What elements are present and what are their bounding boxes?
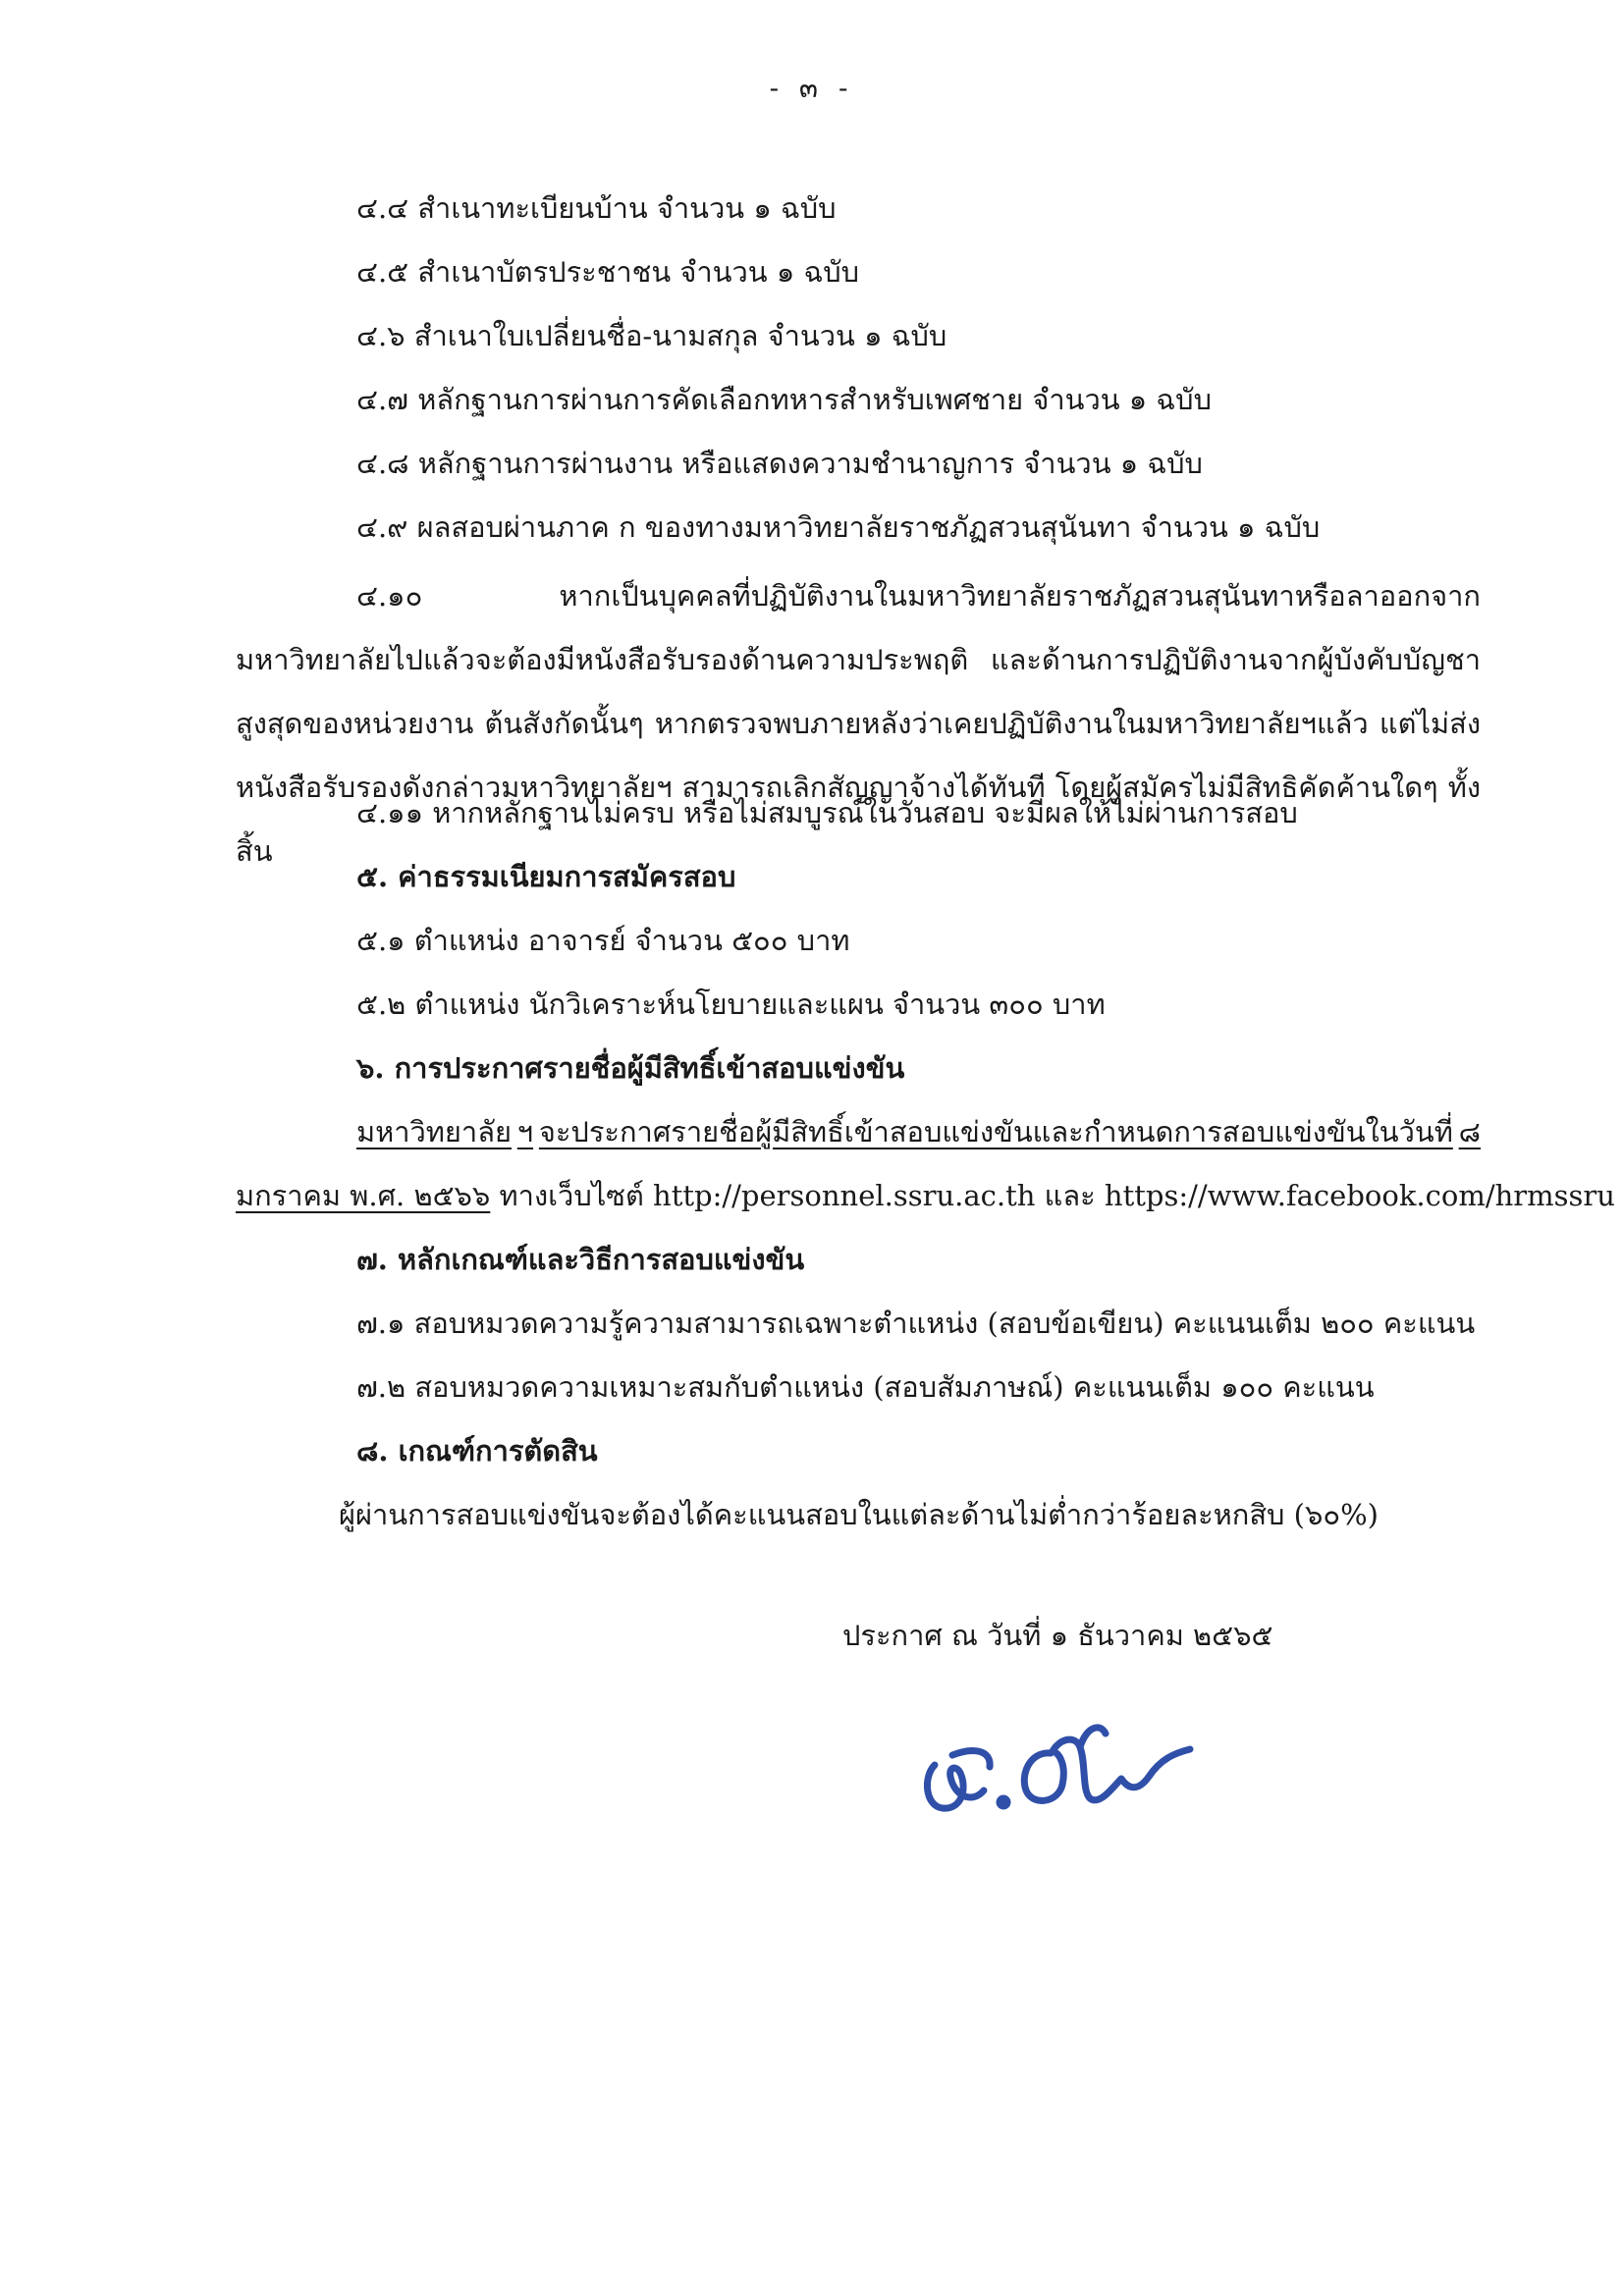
doc-item-4-8: ๔.๘ หลักฐานการผ่านงาน หรือแสดงความชำนาญการ จำนวน ๑ ฉบับ bbox=[356, 447, 1203, 480]
section-6-heading: ๖. การประกาศรายชื่อผู้มีสิทธิ์เข้าสอบแข่งขัน bbox=[356, 1051, 905, 1085]
fee-item-5-2: ๕.๒ ตำแหน่ง นักวิเคราะห์นโยบายและแผน จำนวน ๓๐๐ บาท bbox=[356, 988, 1106, 1021]
section-5-heading: ๕. ค่าธรรมเนียมการสมัครสอบ bbox=[356, 860, 736, 893]
criteria-text: ผู้ผ่านการสอบแข่งขันจะต้องได้คะแนนสอบในแต่ละด้านไม่ต่ำกว่าร้อยละหกสิบ (๖๐%) bbox=[339, 1498, 1379, 1531]
exam-item-7-1: ๗.๑ สอบหมวดความรู้ความสามารถเฉพาะตำแหน่ง (สอบข้อเขียน) คะแนนเต็ม ๒๐๐ คะแนน bbox=[356, 1307, 1476, 1340]
section-7-heading: ๗. หลักเกณฑ์และวิธีการสอบแข่งขัน bbox=[356, 1243, 805, 1276]
announcement-date: มกราคม พ.ศ. ๒๕๖๖ bbox=[236, 1179, 491, 1212]
signoff-date: ประกาศ ณ วันที่ ๑ ธันวาคม ๒๕๖๕ bbox=[842, 1619, 1273, 1652]
doc-item-4-5: ๔.๕ สำเนาบัตรประชาชน จำนวน ๑ ฉบับ bbox=[356, 255, 860, 289]
announcement-websites: ทางเว็บไซต์ http://personnel.ssru.ac.th และ https://www.facebook.com/hrmssru bbox=[490, 1179, 1615, 1212]
doc-item-4-11: ๔.๑๑ หากหลักฐานไม่ครบ หรือไม่สมบูรณ์ในวันสอบ จะมีผลให้ไม่ผ่านการสอบ bbox=[356, 796, 1298, 829]
doc-item-4-6: ๔.๖ สำเนาใบเปลี่ยนชื่อ-นามสกุล จำนวน ๑ ฉบับ bbox=[356, 319, 947, 352]
announcement-abbrev: ฯ bbox=[516, 1115, 534, 1148]
page-number: - ๓ - bbox=[769, 72, 854, 104]
doc-item-4-7: ๔.๗ หลักฐานการผ่านการคัดเลือกทหารสำหรับเพศชาย จำนวน ๑ ฉบับ bbox=[356, 383, 1212, 416]
exam-item-7-2: ๗.๒ สอบหมวดความเหมาะสมกับตำแหน่ง (สอบสัมภาษณ์) คะแนนเต็ม ๑๐๐ คะแนน bbox=[356, 1370, 1375, 1404]
section-8-heading: ๘. เกณฑ์การตัดสิน bbox=[356, 1434, 598, 1468]
doc-item-4-4: ๔.๔ สำเนาทะเบียนบ้าน จำนวน ๑ ฉบับ bbox=[356, 191, 837, 225]
announcement-line-2 bbox=[236, 1176, 1615, 1215]
doc-item-4-9: ๔.๙ ผลสอบผ่านภาค ก ของทางมหาวิทยาลัยราชภัฏสวนสุนันทา จำนวน ๑ ฉบับ bbox=[356, 510, 1321, 544]
announcement-university: มหาวิทยาลัย bbox=[356, 1115, 512, 1148]
signature-icon bbox=[913, 1708, 1208, 1836]
doc-item-4-10: ๔.๑๐ หากเป็นบุคคลที่ปฏิบัติงานในมหาวิทยาลัยราชภัฏสวนสุนันทาหรือลาออกจากมหาวิทยาลัยไปแล้วจะต้องมีหนังสือรับรองด้านความประพฤติ และด้านการปฏิบัติงานจากผู้บังคับบัญชาสูงสุดของหน่วยงาน ต้นสังกัดนั้นๆ หากตรวจพบภายหลังว่าเคยปฏิบัติงานในมหาวิทยาลัยฯแล้ว แต่ไม่ส่งหนังสือรับรองดังกล่าวมหาวิทยาลัยฯ สามารถเลิกสัญญาจ้างได้ทันที โดยผู้สมัครไม่มีสิทธิคัดค้านใดๆ ทั้งสิ้น bbox=[236, 579, 1481, 868]
fee-item-5-1: ๕.๑ ตำแหน่ง อาจารย์ จำนวน ๕๐๐ บาท bbox=[356, 924, 850, 957]
announcement-line-1 bbox=[356, 1112, 1481, 1151]
announcement-text: จะประกาศรายชื่อผู้มีสิทธิ์เข้าสอบแข่งขันและกำหนดการสอบแข่งขันในวันที่ bbox=[538, 1115, 1453, 1148]
announcement-day: ๘ bbox=[1458, 1115, 1481, 1148]
